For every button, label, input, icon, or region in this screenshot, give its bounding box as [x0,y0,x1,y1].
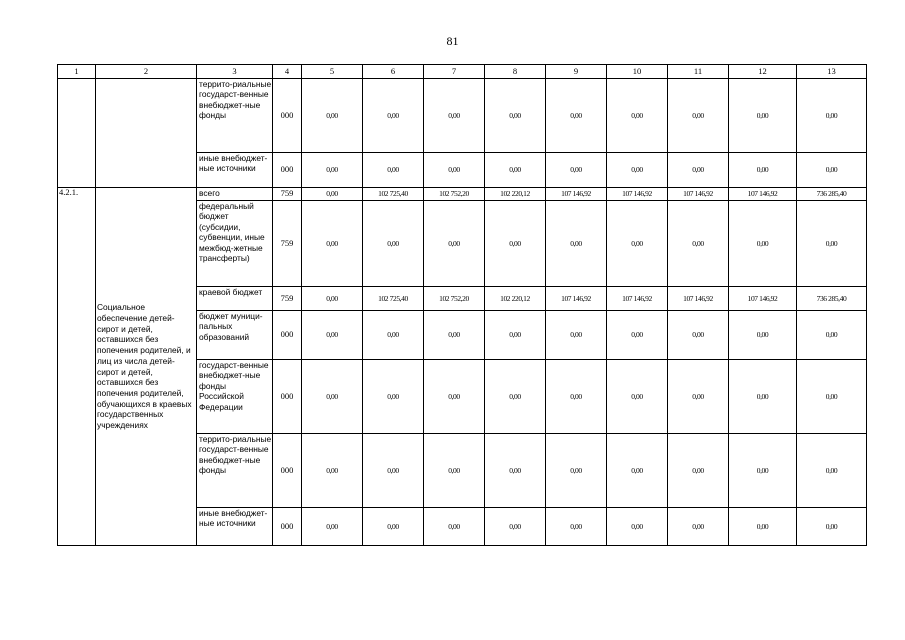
value-cell: 0,00 [363,79,424,153]
value-cell: 0,00 [607,153,668,188]
value-cell: 0,00 [424,508,485,546]
value-cell: 0,00 [485,508,546,546]
header-cell: 6 [363,65,424,79]
table-row [58,79,867,153]
value-cell: 0,00 [302,434,363,508]
value-cell: 107 146,92 [607,188,668,201]
value-cell: 102 752,20 [424,188,485,201]
funding-source-cell: всего [197,188,273,201]
item-index-cell: 4.2.1. [58,188,96,546]
value-cell: 0,00 [607,508,668,546]
value-cell: 0,00 [797,360,867,434]
value-cell: 0,00 [485,79,546,153]
value-cell: 107 146,92 [546,188,607,201]
code-cell: 000 [273,153,302,188]
value-cell: 736 285,40 [797,188,867,201]
value-cell: 107 146,92 [668,287,729,311]
header-cell: 3 [197,65,273,79]
value-cell: 0,00 [302,153,363,188]
value-cell: 0,00 [607,434,668,508]
header-cell: 2 [96,65,197,79]
value-cell: 0,00 [485,153,546,188]
header-cell: 13 [797,65,867,79]
funding-source-cell: государст-венные внебюджет-ные фонды Российской Федерации [197,360,273,434]
value-cell: 0,00 [668,79,729,153]
header-cell: 10 [607,65,668,79]
value-cell: 0,00 [729,508,797,546]
value-cell: 0,00 [363,434,424,508]
value-cell: 0,00 [668,201,729,287]
value-cell: 107 146,92 [668,188,729,201]
value-cell: 0,00 [729,311,797,360]
value-cell: 0,00 [668,311,729,360]
value-cell: 0,00 [424,360,485,434]
value-cell: 107 146,92 [729,287,797,311]
value-cell: 0,00 [424,79,485,153]
code-cell: 759 [273,201,302,287]
value-cell: 102 220,12 [485,287,546,311]
value-cell: 0,00 [302,360,363,434]
value-cell: 107 146,92 [546,287,607,311]
value-cell: 0,00 [607,201,668,287]
header-cell: 11 [668,65,729,79]
page-number: 81 [446,34,459,48]
value-cell: 0,00 [546,508,607,546]
value-cell: 0,00 [729,153,797,188]
value-cell: 102 725,40 [363,188,424,201]
value-cell: 0,00 [729,434,797,508]
funding-source-cell: федеральный бюджет (субсидии, субвенции, иные межбюд-жетные трансферты) [197,201,273,287]
code-cell: 000 [273,508,302,546]
funding-source-cell: террито-риальные государст-венные внебюджет-ные фонды [197,79,273,153]
value-cell: 0,00 [797,434,867,508]
value-cell: 0,00 [797,201,867,287]
code-cell: 759 [273,287,302,311]
value-cell: 0,00 [302,201,363,287]
value-cell: 0,00 [302,79,363,153]
value-cell: 0,00 [668,360,729,434]
value-cell: 0,00 [546,201,607,287]
value-cell: 0,00 [546,79,607,153]
value-cell: 0,00 [424,201,485,287]
value-cell: 0,00 [485,311,546,360]
header-cell: 8 [485,65,546,79]
value-cell: 0,00 [424,153,485,188]
budget-table [57,64,867,546]
code-cell: 759 [273,188,302,201]
header-row [58,65,867,79]
code-cell: 000 [273,360,302,434]
code-cell: 000 [273,79,302,153]
code-cell: 000 [273,311,302,360]
value-cell: 0,00 [668,153,729,188]
value-cell: 0,00 [485,360,546,434]
code-cell: 000 [273,434,302,508]
value-cell: 0,00 [729,201,797,287]
funding-source-cell: краевой бюджет [197,287,273,311]
value-cell: 0,00 [607,311,668,360]
value-cell: 0,00 [485,434,546,508]
value-cell: 0,00 [302,287,363,311]
value-cell: 0,00 [363,360,424,434]
funding-source-cell: террито-риальные государст-венные внебюджет-ные фонды [197,434,273,508]
value-cell: 0,00 [363,311,424,360]
value-cell: 0,00 [797,79,867,153]
funding-source-cell: бюджет муници-пальных образований [197,311,273,360]
header-cell: 12 [729,65,797,79]
value-cell: 0,00 [546,360,607,434]
value-cell: 0,00 [424,311,485,360]
value-cell: 0,00 [797,311,867,360]
value-cell: 0,00 [363,201,424,287]
header-cell: 9 [546,65,607,79]
item-index-cell [58,79,96,188]
value-cell: 102 220,12 [485,188,546,201]
header-cell: 7 [424,65,485,79]
value-cell: 0,00 [607,79,668,153]
value-cell: 107 146,92 [729,188,797,201]
value-cell: 0,00 [485,201,546,287]
funding-source-cell: иные внебюджет-ные источники [197,153,273,188]
table-row [58,188,867,201]
value-cell: 0,00 [302,188,363,201]
value-cell: 0,00 [729,360,797,434]
header-cell: 1 [58,65,96,79]
value-cell: 107 146,92 [607,287,668,311]
value-cell: 0,00 [363,508,424,546]
value-cell: 102 752,20 [424,287,485,311]
value-cell: 0,00 [668,508,729,546]
value-cell: 102 725,40 [363,287,424,311]
value-cell: 0,00 [363,153,424,188]
value-cell: 0,00 [302,311,363,360]
value-cell: 0,00 [546,311,607,360]
value-cell: 736 285,40 [797,287,867,311]
value-cell: 0,00 [424,434,485,508]
value-cell: 0,00 [797,153,867,188]
header-cell: 4 [273,65,302,79]
value-cell: 0,00 [546,434,607,508]
value-cell: 0,00 [302,508,363,546]
value-cell: 0,00 [729,79,797,153]
funding-source-cell: иные внебюджет-ные источники [197,508,273,546]
item-name-cell [96,79,197,188]
item-name-cell: Социальное обеспечение детей-сирот и детей, оставшихся без попечения родителей, и лиц из числа детей-сирот и детей, оставшихся без попечения родителей, обучающихся в краевых государственных учреждениях [96,188,197,546]
header-cell: 5 [302,65,363,79]
value-cell: 0,00 [668,434,729,508]
value-cell: 0,00 [546,153,607,188]
value-cell: 0,00 [607,360,668,434]
value-cell: 0,00 [797,508,867,546]
